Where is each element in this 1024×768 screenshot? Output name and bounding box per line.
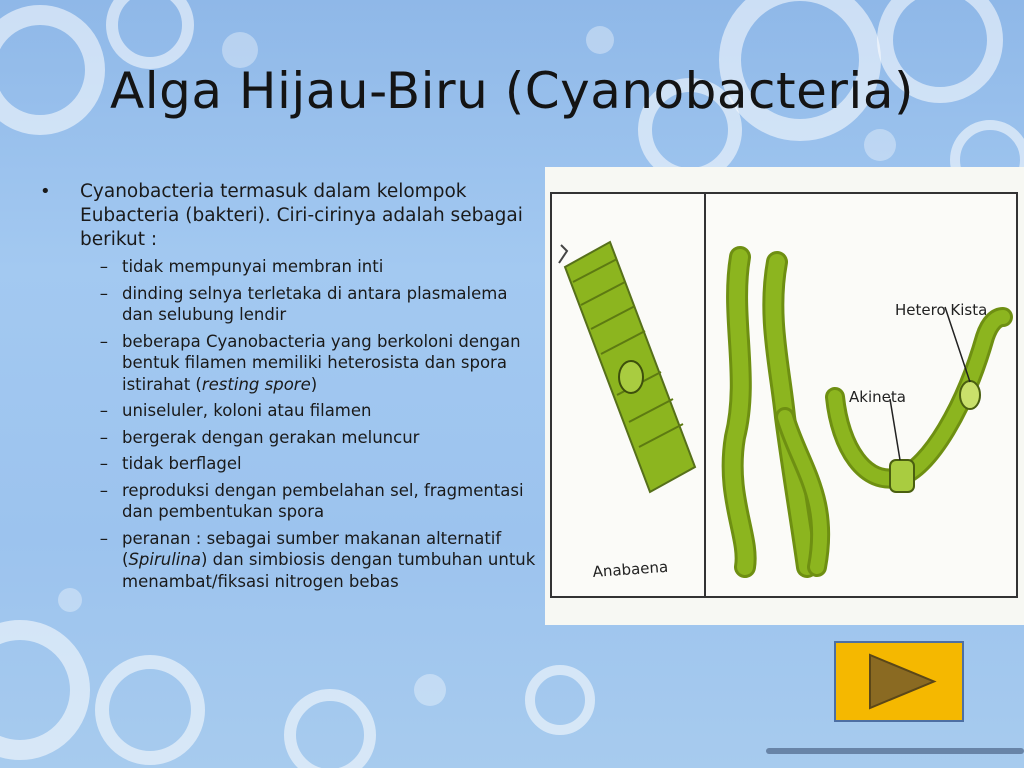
intro-text: Cyanobacteria termasuk dalam kelompok Eubacteria (bakteri). Ciri-cirinya adalah sebagai berikut : <box>80 181 523 250</box>
list-item: – uniseluler, koloni atau filamen <box>99 401 372 420</box>
slide-title: Alga Hijau-Biru (Cyanobacteria) <box>110 62 914 120</box>
list-item: – beberapa Cyanobacteria yang berkoloni dengan bentuk filamen memiliki heterosista dan spora istirahat (resting spore) <box>99 331 521 394</box>
label-akineta: Akineta <box>849 388 906 406</box>
list-item: – dinding selnya terletaka di antara plasmalema dan selubung lendir <box>99 283 508 324</box>
footer-strip-decoration <box>766 745 1024 757</box>
list-item: – reproduksi dengan pembelahan sel, fragmentasi dan pembentukan spora <box>99 480 524 521</box>
next-slide-button[interactable] <box>834 641 964 722</box>
heterocyst-cell <box>960 381 980 409</box>
label-hetero-kista: Hetero Kista <box>895 301 988 319</box>
bullet-content <box>36 180 536 597</box>
list-item: – peranan : sebagai sumber makanan alternatif (Spirulina) dan simbiosis dengan tumbuhan untuk menambat/fiksasi nitrogen bebas <box>99 528 536 591</box>
akinete-cell <box>890 460 914 492</box>
intro-bullet <box>36 180 536 252</box>
play-triangle-icon <box>836 643 962 720</box>
cyanobacteria-illustration <box>545 167 1024 625</box>
list-item: – bergerak dengan gerakan meluncur <box>99 427 420 447</box>
label-anabaena: Anabaena <box>592 557 669 581</box>
list-item: – tidak mempunyai membran inti <box>99 257 384 276</box>
bullet-marker: • <box>40 181 51 202</box>
characteristics-list <box>36 256 536 592</box>
cyanobacteria-figure <box>545 167 1024 625</box>
list-item: – tidak berflagel <box>99 454 242 473</box>
